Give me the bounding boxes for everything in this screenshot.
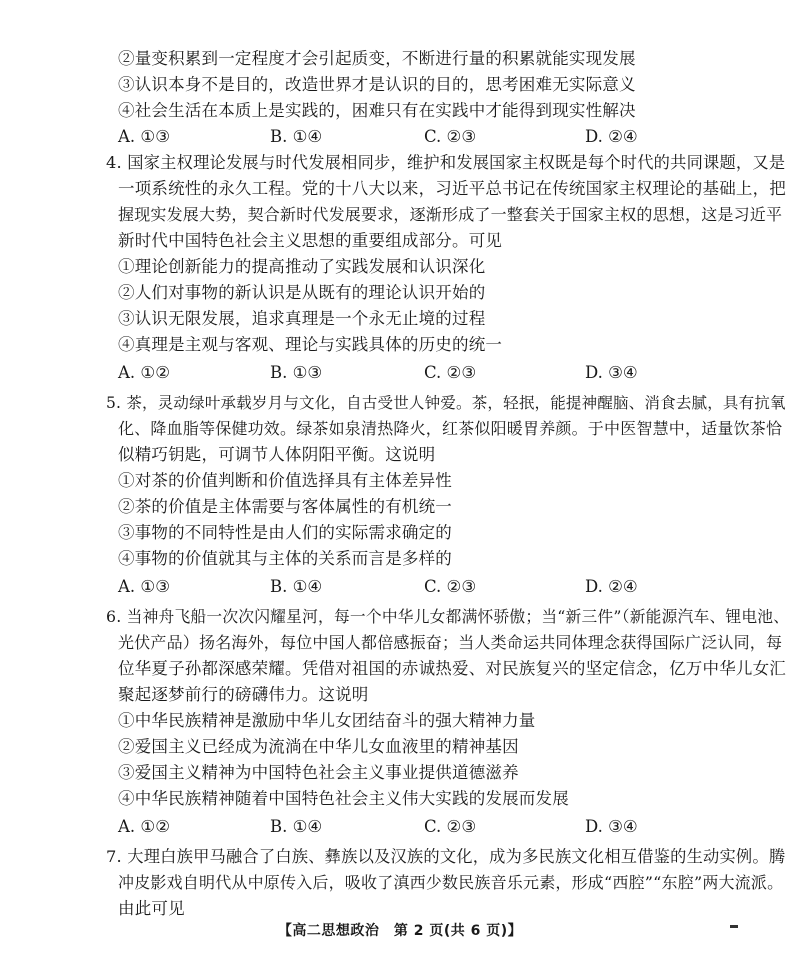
q6-stem-line-1: 6. 当神舟飞船一次次闪耀星河，每一个中华儿女都满怀骄傲；当“新三件”（新能源汽车、锂电池、 <box>106 607 790 626</box>
q4-choice-d: D. ③④ <box>585 363 638 382</box>
q6-choice-b: B. ①④ <box>270 817 323 836</box>
q6-stem-line-3: 位华夏子孙都深感荣耀。凭借对祖国的赤诚热爱、对民族复兴的坚定信念，亿万中华儿女汇 <box>118 659 786 678</box>
q4-choice-b: B. ①③ <box>270 363 323 382</box>
q4-option-1: ①理论创新能力的提高推动了实践发展和认识深化 <box>118 257 486 276</box>
q4-option-4: ④真理是主观与客观、理论与实践具体的历史的统一 <box>118 335 503 354</box>
q5-choice-d: D. ②④ <box>585 577 638 596</box>
q5-stem-line-3: 似精巧钥匙，可调节人体阴阳平衡。这说明 <box>118 445 436 464</box>
q5-option-4: ④事物的价值就其与主体的关系而言是多样的 <box>118 549 452 568</box>
q7-stem-line-2: 冲皮影戏自明代从中原传入后，吸收了滇西少数民族音乐元素，形成“西腔”“东腔”两大流派。 <box>118 873 784 892</box>
q5-stem-line-2: 化、降血脂等保健功效。绿茶如泉清热降火，红茶似阳暖胃养颜。于中医智慧中，适量饮茶恰 <box>118 419 783 438</box>
q4-stem-line-2: 一项系统性的永久工程。党的十八大以来，习近平总书记在传统国家主权理论的基础上，把 <box>118 179 786 198</box>
q4-stem-line-3: 握现实发展大势，契合新时代发展要求，逐渐形成了一整套关于国家主权的思想，这是习近平 <box>118 205 783 224</box>
q6-option-2: ②爱国主义已经成为流淌在中华儿女血液里的精神基因 <box>118 737 519 756</box>
q5-stem-line-1: 5. 茶，灵动绿叶承载岁月与文化，自古受世人钟爱。茶，轻抿，能提神醒脑、消食去腻，具有抗氧 <box>106 394 786 412</box>
q4-option-3: ③认识无限发展，追求真理是一个永无止境的过程 <box>118 309 486 328</box>
q6-option-1: ①中华民族精神是激励中华儿女团结奋斗的强大精神力量 <box>118 711 536 730</box>
q4-choice-a: A. ①② <box>118 363 170 382</box>
q5-choice-b: B. ①④ <box>270 577 323 596</box>
q3-choice-a: A. ①③ <box>118 127 170 146</box>
q5-choice-c: C. ②③ <box>424 577 477 596</box>
q3-option-3: ③认识本身不是目的，改造世界才是认识的目的，思考困难无实际意义 <box>118 75 636 94</box>
q5-option-3: ③事物的不同特性是由人们的实际需求确定的 <box>118 523 452 542</box>
q6-choice-c: C. ②③ <box>424 817 477 836</box>
q4-choice-c: C. ②③ <box>424 363 477 382</box>
q6-choice-d: D. ③④ <box>585 817 638 836</box>
q6-option-4: ④中华民族精神随着中国特色社会主义伟大实践的发展而发展 <box>118 789 569 808</box>
q7-stem-line-3: 由此可见 <box>118 899 185 918</box>
q7-stem-line-1: 7. 大理白族甲马融合了白族、彝族以及汉族的文化，成为多民族文化相互借鉴的生动实例。腾 <box>106 847 786 866</box>
q3-choice-d: D. ②④ <box>585 127 638 146</box>
q6-stem-line-4: 聚起逐梦前行的磅礴伟力。这说明 <box>118 685 369 704</box>
q5-option-2: ②茶的价值是主体需要与客体属性的有机统一 <box>118 497 452 516</box>
q5-option-1: ①对茶的价值判断和价值选择具有主体差异性 <box>118 471 452 490</box>
q4-stem-line-1: 4. 国家主权理论发展与时代发展相同步，维护和发展国家主权既是每个时代的共同课题，又是 <box>106 153 786 172</box>
q3-choice-b: B. ①④ <box>270 127 323 146</box>
q3-choice-c: C. ②③ <box>424 127 477 146</box>
q6-stem-line-2: 光伏产品）扬名海外，每位中国人都倍感振奋；当人类命运共同体理念获得国际广泛认同，每 <box>118 633 783 652</box>
q3-option-4: ④社会生活在本质上是实践的，困难只有在实践中才能得到现实性解决 <box>118 101 636 120</box>
q4-option-2: ②人们对事物的新认识是从既有的理论认识开始的 <box>118 283 486 302</box>
q3-option-2: ②量变积累到一定程度才会引起质变，不断进行量的积累就能实现发展 <box>118 49 636 68</box>
page-footer: 【高二思想政治 第 2 页(共 6 页)】 <box>277 923 523 939</box>
scan-mark <box>730 925 738 928</box>
q6-option-3: ③爱国主义精神为中国特色社会主义事业提供道德滋养 <box>118 763 519 782</box>
q4-stem-line-4: 新时代中国特色社会主义思想的重要组成部分。可见 <box>118 231 503 250</box>
q5-choice-a: A. ①③ <box>118 577 170 596</box>
q6-choice-a: A. ①② <box>118 817 170 836</box>
